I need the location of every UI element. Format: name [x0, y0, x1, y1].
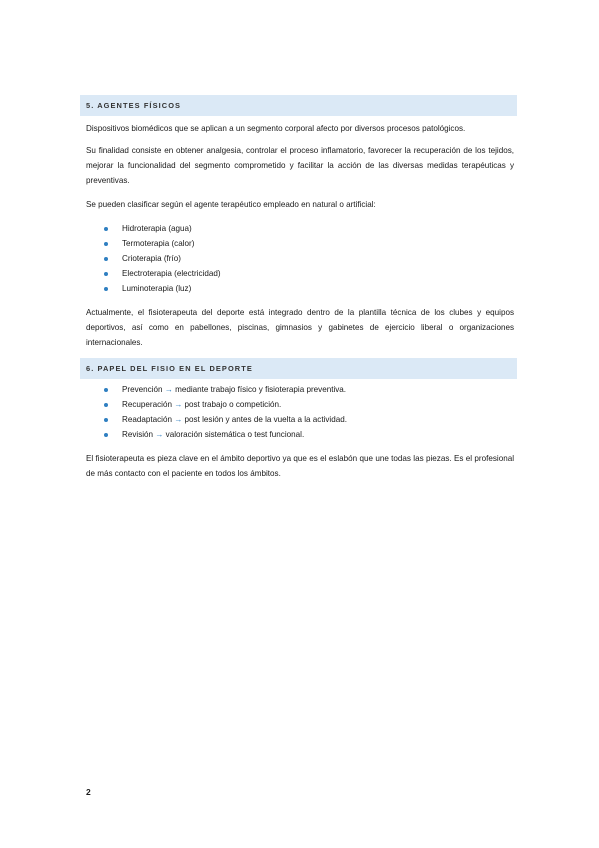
arrow-right-icon: → [174, 400, 183, 409]
bullet-icon [104, 287, 108, 291]
paragraph-definition: Dispositivos biomédicos que se aplican a un segmento corporal afecto por diversos procesos patológicos. [86, 124, 466, 133]
list-item [104, 412, 347, 427]
section-heading-agentes-fisicos: 5. AGENTES FÍSICOS [80, 95, 517, 116]
role-term: Readaptación [122, 415, 172, 424]
arrow-right-icon: → [164, 385, 173, 394]
list-item-label: Luminoterapia (luz) [122, 284, 192, 293]
role-term: Revisión [122, 430, 154, 439]
role-description: post lesión y antes de la vuelta a la actividad. [184, 415, 347, 424]
bullet-icon [104, 272, 108, 276]
list-item-label: Crioterapia (frío) [122, 254, 181, 263]
bullet-icon [104, 403, 108, 407]
section-heading-papel-fisio: 6. PAPEL DEL FISIO EN EL DEPORTE [80, 358, 517, 379]
role-description: mediante trabajo físico y fisioterapia preventiva. [175, 385, 347, 394]
role-term: Prevención [122, 385, 163, 394]
role-description: post trabajo o competición. [184, 400, 282, 409]
agents-list [104, 221, 221, 296]
list-item-label: Electroterapia (electricidad) [122, 269, 221, 278]
list-item [104, 221, 221, 236]
roles-list [104, 382, 347, 442]
paragraph-purpose: Su finalidad consiste en obtener analgesia, controlar el proceso inflamatorio, favorecer la recuperación de los tejidos, mejorar la funcionalidad del segmento comprometido y facilitar la acción de las diversas medidas terapéuticas y preventivas. [86, 146, 514, 185]
list-item [104, 397, 347, 412]
bullet-icon [104, 257, 108, 261]
list-item [104, 236, 221, 251]
role-term: Recuperación [122, 400, 172, 409]
bullet-icon [104, 418, 108, 422]
list-item-label: Hidroterapia (agua) [122, 224, 192, 233]
bullet-icon [104, 242, 108, 246]
list-item [104, 382, 347, 397]
arrow-right-icon: → [174, 415, 183, 424]
list-item-label: Termoterapia (calor) [122, 239, 195, 248]
list-item [104, 266, 221, 281]
arrow-right-icon: → [155, 430, 164, 439]
bullet-icon [104, 227, 108, 231]
page-number: 2 [86, 787, 91, 797]
paragraph-current-role: Actualmente, el fisioterapeuta del deporte está integrado dentro de la plantilla técnica de los clubes y equipos deportivos, así como en pabellones, piscinas, gimnasios y gabinetes de ejercicio liberal o organizaciones internacionales. [86, 308, 514, 347]
role-description: valoración sistemática o test funcional. [165, 430, 305, 439]
paragraph-key-role: El fisioterapeuta es pieza clave en el ámbito deportivo ya que es el eslabón que une todas las piezas. Es el profesional de más contacto con el paciente en todos los ámbitos. [86, 454, 514, 478]
list-item [104, 281, 221, 296]
bullet-icon [104, 433, 108, 437]
list-item [104, 427, 347, 442]
list-item [104, 251, 221, 266]
paragraph-classification: Se pueden clasificar según el agente terapéutico empleado en natural o artificial: [86, 200, 376, 209]
bullet-icon [104, 388, 108, 392]
